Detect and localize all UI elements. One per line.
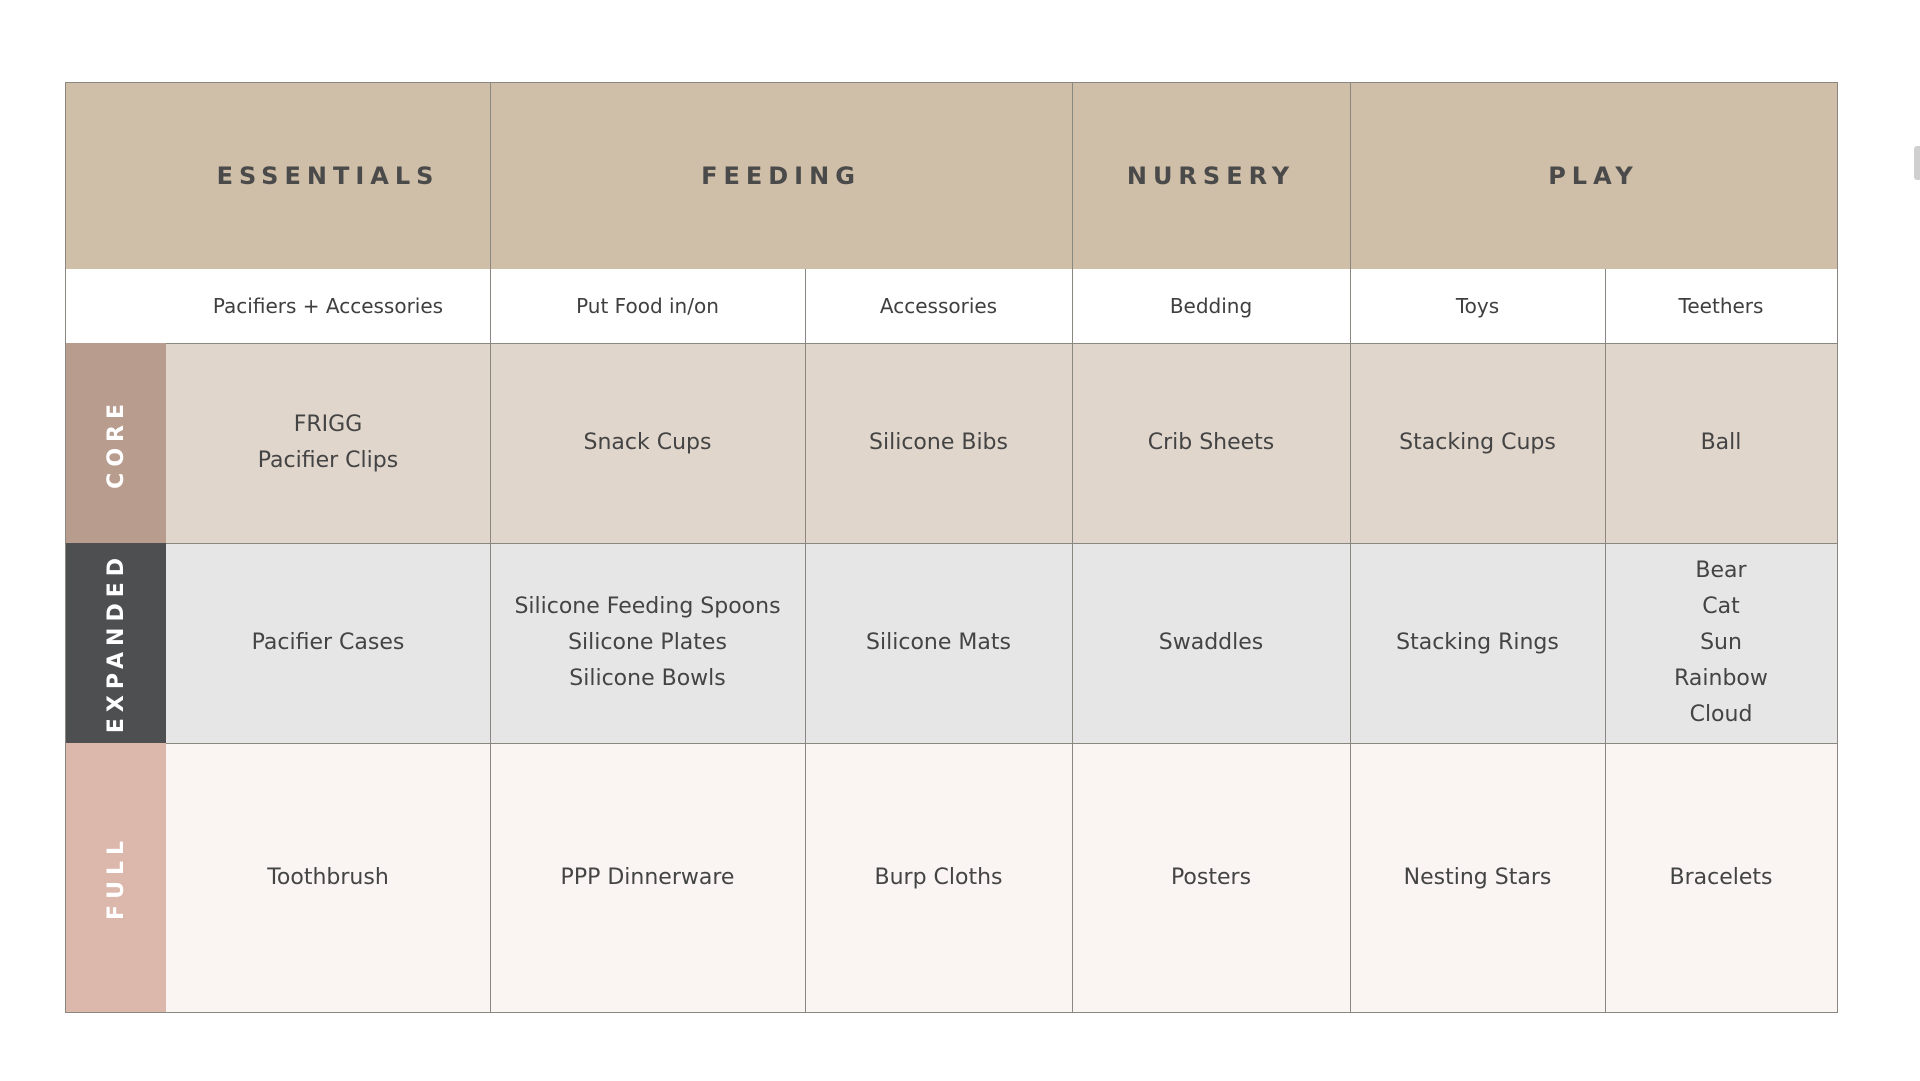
- cell-item: Silicone Bowls: [569, 666, 726, 691]
- subcategory-header-toys: Toys: [1350, 269, 1605, 343]
- cell-item: Bear: [1695, 558, 1747, 583]
- cell-item: Bracelets: [1669, 864, 1773, 890]
- table-cell: [1605, 543, 1837, 743]
- subcategory-header-pacifiers-accessories: Pacifiers + Accessories: [166, 269, 490, 343]
- subcategory-header-bedding: Bedding: [1072, 269, 1350, 343]
- cell-item: Burp Cloths: [874, 864, 1003, 890]
- grid-line: [166, 543, 1837, 544]
- tier-label-text: FULL: [103, 835, 129, 920]
- grid-line: [66, 343, 1837, 344]
- cell-item: Toothbrush: [267, 864, 389, 890]
- cell-item: Snack Cups: [583, 430, 712, 455]
- cell-item: FRIGG: [293, 412, 363, 437]
- table-cell: [490, 543, 805, 743]
- cell-item: Posters: [1170, 864, 1252, 890]
- table-cell: [1072, 743, 1350, 1012]
- cell-item: Nesting Stars: [1403, 864, 1552, 890]
- cell-item: Stacking Cups: [1399, 430, 1556, 455]
- tier-label-expanded: [66, 543, 166, 743]
- table-cell: [1605, 743, 1837, 1012]
- tier-label-core: [66, 343, 166, 543]
- cell-item: Rainbow: [1674, 666, 1768, 691]
- cell-item: Silicone Mats: [866, 630, 1011, 655]
- table-cell: [805, 743, 1072, 1012]
- product-tier-table: [65, 82, 1838, 1013]
- subcategory-header-put-food: Put Food in/on: [490, 269, 805, 343]
- grid-line: [1072, 83, 1073, 1012]
- cell-item: Silicone Feeding Spoons: [514, 594, 781, 619]
- table-cell: [490, 343, 805, 543]
- cell-item: Crib Sheets: [1147, 430, 1275, 455]
- subcategory-header-teethers: Teethers: [1605, 269, 1837, 343]
- subcategory-header-accessories: Accessories: [805, 269, 1072, 343]
- cell-item: Silicone Bibs: [869, 430, 1008, 455]
- cell-item: Sun: [1700, 630, 1742, 655]
- cell-item: Pacifier Cases: [251, 630, 405, 655]
- cell-item: Stacking Rings: [1396, 630, 1559, 655]
- cell-item: Cloud: [1689, 702, 1753, 727]
- table-cell: [166, 543, 490, 743]
- table-cell: [1072, 543, 1350, 743]
- tier-label-text: EXPANDED: [103, 552, 129, 734]
- cell-item: PPP Dinnerware: [560, 864, 735, 890]
- grid-line: [1605, 269, 1606, 1012]
- grid-line: [490, 83, 491, 1012]
- grid-line: [805, 269, 806, 1012]
- table-cell: [1350, 743, 1605, 1012]
- table-cell: [166, 743, 490, 1012]
- cell-item: Ball: [1700, 430, 1742, 455]
- cell-item: Swaddles: [1158, 630, 1264, 655]
- cell-item: Silicone Plates: [568, 630, 727, 655]
- category-header-essentials: ESSENTIALS: [66, 83, 490, 269]
- table-cell: [1350, 543, 1605, 743]
- category-header-play: PLAY: [1350, 83, 1837, 269]
- grid-line: [1350, 83, 1351, 1012]
- grid-line: [166, 743, 1837, 744]
- table-cell: [1072, 343, 1350, 543]
- table-cell: [1605, 343, 1837, 543]
- table-cell: [1350, 343, 1605, 543]
- category-header-nursery: NURSERY: [1072, 83, 1350, 269]
- table-cell: [166, 343, 490, 543]
- table-cell: [490, 743, 805, 1012]
- subcategory-header-corner: [66, 269, 166, 343]
- category-header-feeding: FEEDING: [490, 83, 1072, 269]
- tier-label-text: CORE: [103, 397, 129, 489]
- cell-item: Pacifier Clips: [257, 448, 399, 473]
- scrollbar-tab[interactable]: [1914, 146, 1920, 180]
- tier-label-full: [66, 743, 166, 1012]
- cell-item: Cat: [1702, 594, 1740, 619]
- table-cell: [805, 343, 1072, 543]
- table-cell: [805, 543, 1072, 743]
